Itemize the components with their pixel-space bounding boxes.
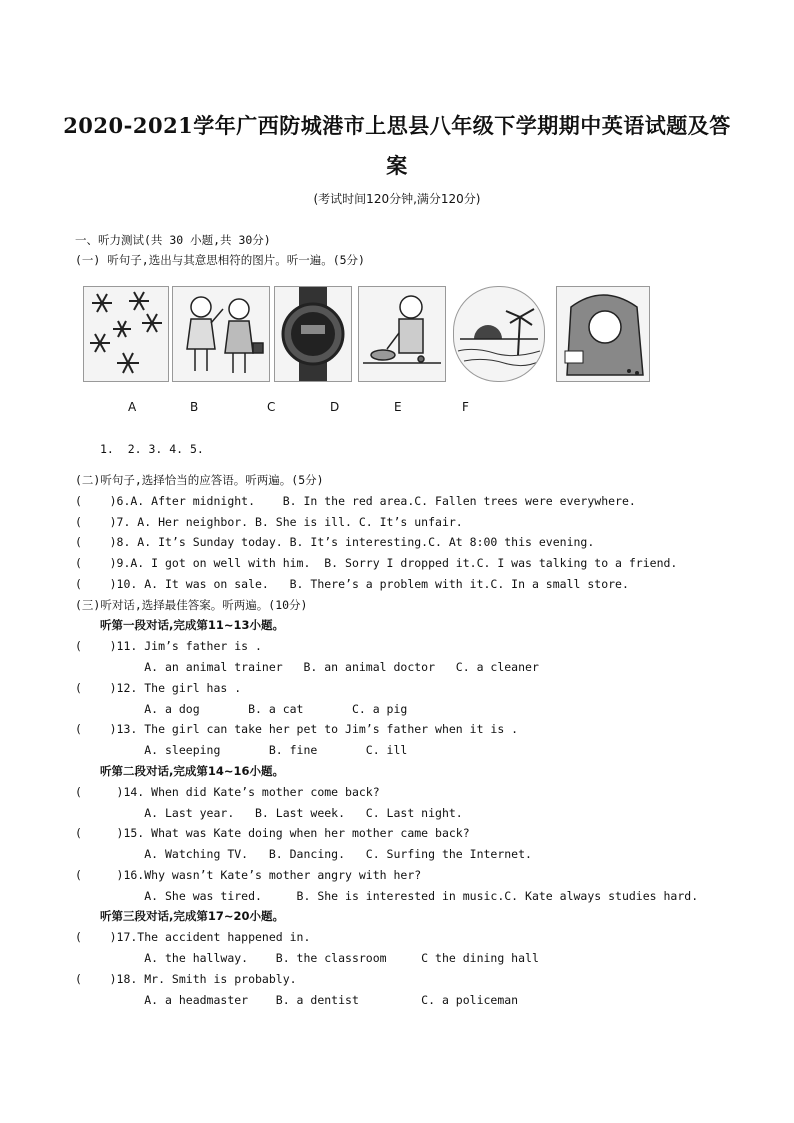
question-14: ( )14. When did Kate’s mother come back? — [75, 785, 380, 799]
question-12: ( )12. The girl has . — [75, 681, 242, 695]
part2-heading: (二)听句子,选择恰当的应答语。听两遍。(5分) — [75, 473, 324, 487]
picture-b — [172, 286, 270, 382]
exam-subtitle: (考试时间120分钟,满分120分) — [313, 192, 481, 206]
question-7: ( )7. A. Her neighbor. B. She is ill. C. It’s unfair. — [75, 515, 463, 529]
picture-a — [83, 286, 169, 382]
beach-sunset-icon — [454, 287, 544, 381]
question-15-options: A. Watching TV. B. Dancing. C. Surfing the Internet. — [75, 847, 532, 861]
part1-heading: (一) 听句子,选出与其意思相符的图片。听一遍。(5分) — [75, 253, 365, 267]
dialog2-heading: 听第二段对话,完成第14~16小题。 — [100, 764, 285, 778]
question-12-options: A. a dog B. a cat C. a pig — [75, 702, 408, 716]
picture-label-c: C — [267, 400, 276, 414]
question-6: ( )6.A. After midnight. B. In the red area.C. Fallen trees were everywhere. — [75, 494, 636, 508]
question-11: ( )11. Jim’s father is . — [75, 639, 262, 653]
part3-heading: (三)听对话,选择最佳答案。听两遍。(10分) — [75, 598, 308, 612]
question-8: ( )8. A. It’s Sunday today. B. It’s interesting.C. At 8:00 this evening. — [75, 535, 595, 549]
question-11-options: A. an animal trainer B. an animal doctor C. a cleaner — [75, 660, 539, 674]
question-16: ( )16.Why wasn’t Kate’s mother angry with her? — [75, 868, 422, 882]
question-17: ( )17.The accident happened in. — [75, 930, 311, 944]
picture-label-a: A — [128, 400, 137, 414]
question-13: ( )13. The girl can take her pet to Jim’s father when it is . — [75, 722, 519, 736]
picture-f — [556, 286, 650, 382]
picture-c — [274, 286, 352, 382]
dialog1-heading: 听第一段对话,完成第11~13小题。 — [100, 618, 285, 632]
smartwatch-icon — [275, 287, 351, 381]
section1-heading: 一、听力测试(共 30 小题,共 30分) — [75, 233, 271, 247]
picture-e — [453, 286, 545, 382]
question-13-options: A. sleeping B. fine C. ill — [75, 743, 408, 757]
question-15: ( )15. What was Kate doing when her mother came back? — [75, 826, 470, 840]
exam-title-line1: 2020-2021学年广西防城港市上思县八年级下学期期中英语试题及答 — [63, 113, 731, 138]
boy-cooking-icon — [359, 287, 445, 381]
picture-label-b: B — [190, 400, 199, 414]
question-18: ( )18. Mr. Smith is probably. — [75, 972, 297, 986]
question-18-options: A. a headmaster B. a dentist C. a policeman — [75, 993, 519, 1007]
question-16-options: A. She was tired. B. She is interested in music.C. Kate always studies hard. — [75, 889, 699, 903]
question-17-options: A. the hallway. B. the classroom C the dining hall — [75, 951, 539, 965]
two-children-icon — [173, 287, 269, 381]
exam-title-line2: 案 — [386, 153, 408, 178]
question-14-options: A. Last year. B. Last week. C. Last night. — [75, 806, 463, 820]
question-9: ( )9.A. I got on well with him. B. Sorry I dropped it.C. I was talking to a friend. — [75, 556, 678, 570]
snowflakes-icon — [84, 287, 168, 381]
picture-label-f: F — [462, 400, 469, 414]
picture-label-e: E — [394, 400, 402, 414]
sick-girl-icon — [557, 287, 649, 381]
picture-d — [358, 286, 446, 382]
picture-label-d: D — [330, 400, 340, 414]
part1-answer-numbers: 1. 2. 3. 4. 5. — [100, 442, 204, 456]
dialog3-heading: 听第三段对话,完成第17~20小题。 — [100, 909, 285, 923]
question-10: ( )10. A. It was on sale. B. There’s a problem with it.C. In a small store. — [75, 577, 629, 591]
